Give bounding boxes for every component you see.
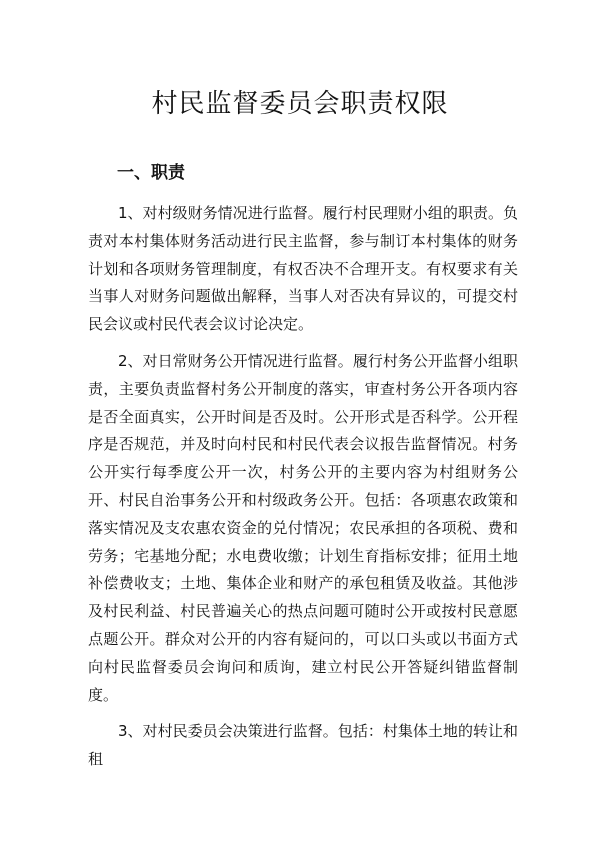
paragraph-2: 2、对日常财务公开情况进行监督。履行村务公开监督小组职责，主要负责监督村务公开制度的落实，审查村务公开各项内容是否全面真实，公开时间是否及时。公开形式是否科学。公开程序是否规范，并及时向村民和村民代表会议报告监督情况。村务公开实行每季度公开一次，村务公开的主要内容为村组财务公开、村民自治事务公开和村级政务公开。包括：各项惠农政策和落实情况及支农惠农资金的兑付情况；农民承担的各项税、费和劳务；宅基地分配；水电费收缴；计划生育指标安排；征用土地补偿费收支；土地、集体企业和财产的承包租赁及收益。其他涉及村民利益、村民普遍关心的热点问题可随时公开或按村民意愿点题公开。群众对公开的内容有疑问的，可以口头或以书面方式向村民监督委员会询问和质询，建立村民公开答疑纠错监督制度。: [88, 351, 518, 704]
section-heading: 一、职责: [117, 163, 185, 183]
document-title: 村民监督委员会职责权限: [151, 89, 449, 119]
paragraph-1: 1、对村级财务情况进行监督。履行村民理财小组的职责。负责对本村集体财务活动进行民主监督，参与制订本村集体的财务计划和各项财务管理制度，有权否决不合理开支。有权要求有关当事人对财务问题做出解释，当事人对否决有异议的，可提交村民会议或村民代表会议讨论决定。: [88, 204, 518, 334]
paragraph-3: 3、对村民委员会决策进行监督。包括：村集体土地的转让和租: [88, 722, 518, 769]
document-body: [88, 200, 518, 783]
